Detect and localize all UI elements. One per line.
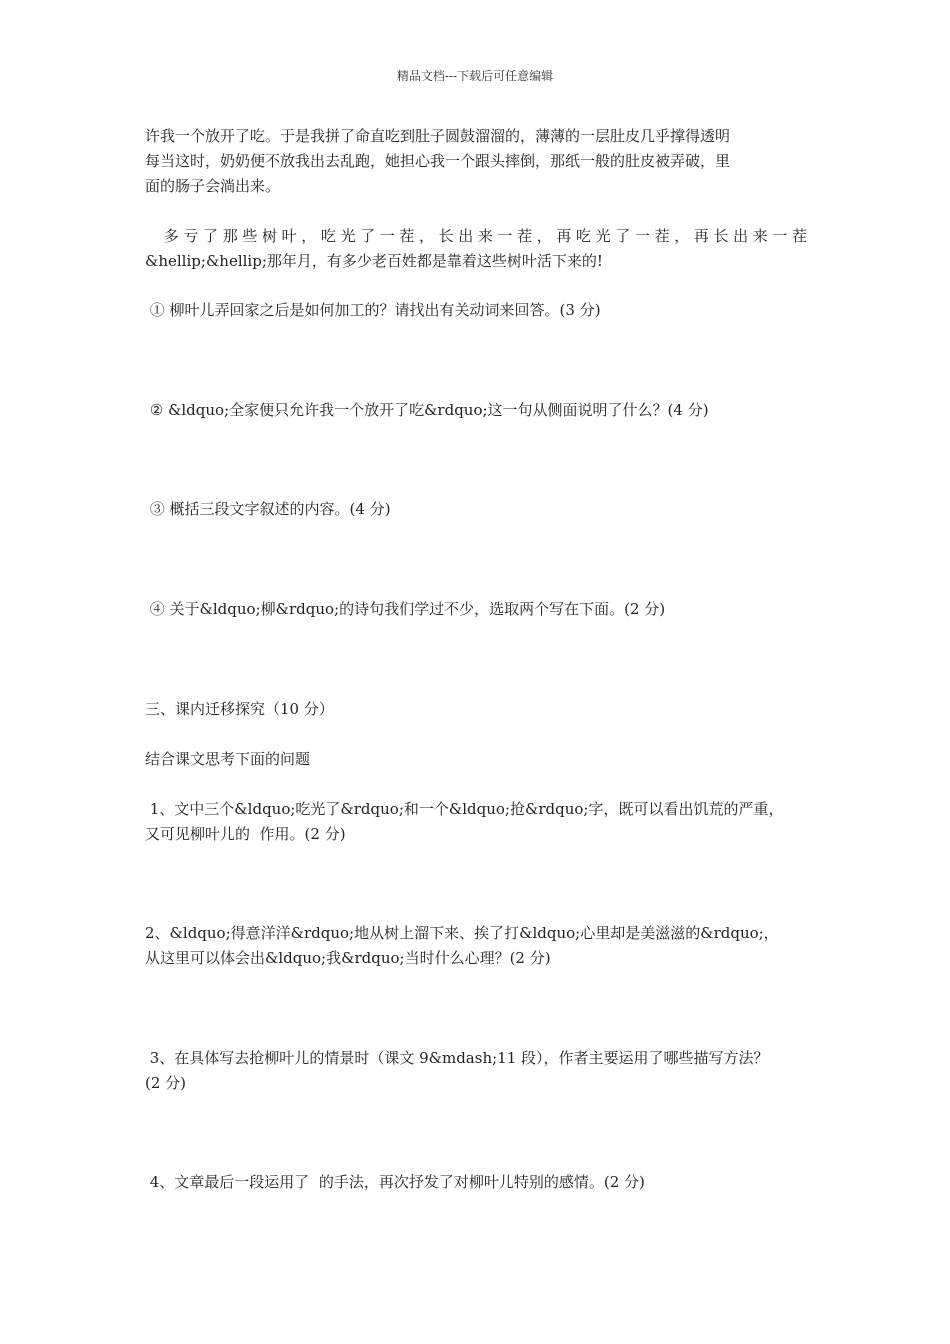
section-intro: 结合课文思考下面的问题: [145, 750, 311, 768]
passage-line: &hellip;&hellip;那年月，有多少老百姓都是靠着这些树叶活下来的!: [145, 252, 603, 270]
s3-question-1: 1、文中三个&ldquo;吃光了&rdquo;和一个&ldquo;抢&rdquo;字，既可以看出饥荒的严重，: [145, 800, 784, 818]
question-3: ③ 概括三段文字叙述的内容。(4 分): [145, 500, 391, 518]
section-title: 三、课内迁移探究（10 分）: [145, 700, 334, 718]
s3-question-2: 2、&ldquo;得意洋洋&rdquo;地从树上溜下来、挨了打&ldquo;心里却是美滋滋的&rdquo;，: [145, 924, 779, 942]
passage-line: 多亏了那些树叶，吃光了一茬，长出来一茬，再吃光了一茬，再长出来一茬: [145, 227, 807, 245]
page-header: 精品文档---下载后可任意编辑: [396, 69, 554, 83]
question-4: ④ 关于&ldquo;柳&rdquo;的诗句我们学过不少，选取两个写在下面。(2 分): [145, 600, 666, 618]
s3-question-2-cont: 从这里可以体会出&ldquo;我&rdquo;当时什么心理？(2 分): [145, 949, 551, 967]
passage-line: 面的肠子会淌出来。: [145, 177, 281, 195]
passage-line: 许我一个放开了吃。于是我拼了命直吃到肚子圆鼓溜溜的，薄薄的一层肚皮几乎撑得透明: [145, 127, 731, 145]
s3-question-4: 4、文章最后一段运用了 的手法，再次抒发了对柳叶儿特别的感情。(2 分): [145, 1173, 645, 1191]
question-1: ① 柳叶儿弄回家之后是如何加工的？请找出有关动词来回答。(3 分): [145, 301, 601, 319]
passage-line: 每当这时，奶奶便不放我出去乱跑，她担心我一个跟头摔倒，那纸一般的肚皮被弄破，里: [145, 152, 731, 170]
s3-question-3-cont: (2 分): [145, 1074, 187, 1092]
s3-question-1-cont: 又可见柳叶儿的 作用。(2 分): [145, 825, 346, 843]
s3-question-3: 3、在具体写去抢柳叶儿的情景时（课文 9&mdash;11 段），作者主要运用了哪些描写方法？: [145, 1049, 769, 1067]
question-2: ② &ldquo;全家便只允许我一个放开了吃&rdquo;这一句从侧面说明了什么？(4 分): [145, 401, 709, 419]
